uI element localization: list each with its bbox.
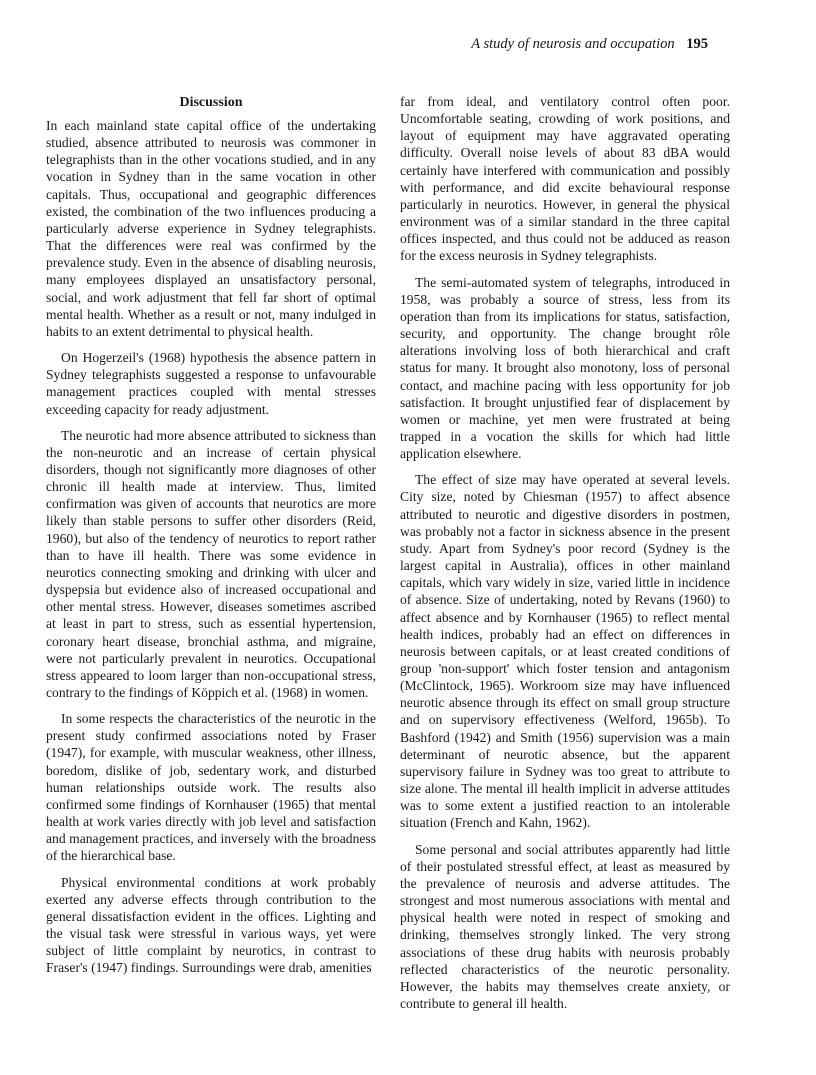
- paragraph: Some personal and social attributes apparently had little of their postulated stressful effect, at least as measured by the prevalence of neurosis and adverse attitudes. The strongest and most numerous associations with mental and physical health were noted in respect of smoking and drinking, themselves strongly linked. The very strong associations of these drug habits with neurosis probably reflected characteristics of the neurotic personality. However, the habits may themselves create anxiety, or contribute to general ill health.: [400, 841, 730, 1011]
- paragraph: The semi-automated system of telegraphs, introduced in 1958, was probably a source of stress, less from its operation than from its implications for status, satisfaction, security, and opportunity. The change brought rôle alterations involving loss of both hierarchical and craft status for many. It brought also monotony, loss of personal contact, and machine pacing with less opportunity for job satisfaction. It brought unjustified fear of displacement by women or machine, yet men were frustrated at being trapped in a vocation the skills for which had little application elsewhere.: [400, 274, 730, 462]
- right-column: [400, 93, 730, 1012]
- paragraph: Physical environmental conditions at work probably exerted any adverse effects through contribution to the general dissatisfaction evident in the offices. Lighting and the visual task were stressful in various ways, yet were subject of little complaint by neurotics, in contrast to Fraser's (1947) findings. Surroundings were drab, amenities: [46, 874, 376, 976]
- paragraph: In some respects the characteristics of the neurotic in the present study confirmed associations noted by Fraser (1947), for example, with muscular weakness, other illness, boredom, dislike of job, sedentary work, and disturbed human relationships outside work. The results also confirmed some findings of Kornhauser (1965) that mental health at work varies directly with job level and satisfaction and management practices, and inversely with the broadness of the hierarchical base.: [46, 711, 376, 864]
- running-head-title: A study of neurosis and occupation: [471, 36, 675, 52]
- paragraph: On Hogerzeil's (1968) hypothesis the absence pattern in Sydney telegraphists suggested a response to unfavourable management practices coupled with mental stresses exceeding capacity for ready adjustment.: [46, 350, 376, 417]
- paragraph: In each mainland state capital office of the undertaking studied, absence attributed to neurosis was commoner in telegraphists than in the other vocations studied, and in any vocation in Sydney than in the same vocation in other capitals. Thus, occupational and geographic differences existed, the combination of the two influences producing a particularly adverse experience in Sydney telegraphists. That the differences were real was confirmed by the prevalence study. Even in the absence of disabling neurosis, many employees displayed an unsatisfactory personal, social, and work adjustment that fell far short of optimal mental health. Whether as a result or not, many indulged in habits to an extent detrimental to physical health.: [46, 118, 376, 339]
- left-column: [46, 94, 376, 977]
- running-head: [471, 36, 708, 53]
- paragraph: far from ideal, and ventilatory control often poor. Uncomfortable seating, crowding of work positions, and layout of equipment may have aggravated operating difficulty. Overall noise levels of about 83 dBA would certainly have interfered with communication and possibly with performance, and did excite behavioural response particularly in neurotics. However, in general the physical environment was of a similar standard in the three capital offices inspected, and thus could not be adduced as reason for the excess neurosis in Sydney telegraphists.: [400, 94, 730, 264]
- section-heading: Discussion: [179, 95, 243, 110]
- page-number: 195: [686, 36, 708, 52]
- paragraph: The neurotic had more absence attributed to sickness than the non-neurotic and an increase of certain physical disorders, though not significantly more diagnoses of other chronic ill health made at interview. Thus, limited confirmation was given of accounts that neurotics are more likely than stable persons to suffer other disorders (Reid, 1960), but also of the tendency of neurotics to report rather than to have ill health. There was some evidence in neurotics connecting smoking and drinking with ulcer and dyspepsia but evidence also of increased occupational and other mental stress. However, diseases sometimes ascribed at least in part to stress, such as essential hypertension, coronary heart disease, bronchial asthma, and migraine, were not particularly prevalent in neurotics. Occupational stress appeared to loom larger than non-occupational stress, contrary to the findings of Köppich et al. (1968) in women.: [46, 427, 376, 700]
- paragraph: The effect of size may have operated at several levels. City size, noted by Chiesman (1957) to affect absence attributed to neurotic and digestive disorders in postmen, was probably not a factor in sickness absence in the present study. Apart from Sydney's poor record (Sydney is the largest capital in Australia), offices in other mainland capitals, which vary widely in size, varied little in incidence of absence. Size of undertaking, noted by Revans (1960) to affect absence and by Kornhauser (1965) to reflect mental health indices, probably had an effect on differences in neurosis between capitals, or at least created conditions of group 'non-support' which foster tension and antagonism (McClintock, 1965). Workroom size may have influenced neurotic absence through its effect on small group structure and on supervisory effectiveness (Welford, 1965b). To Bashford (1942) and Smith (1956) supervision was a main determinant of neurotic absence, but the apparent supervisory failure in Sydney was too great to attribute to size alone. The mental ill health implicit in adverse attitudes was to some extent a justified reaction to an intolerable situation (French and Kahn, 1962).: [400, 472, 730, 831]
